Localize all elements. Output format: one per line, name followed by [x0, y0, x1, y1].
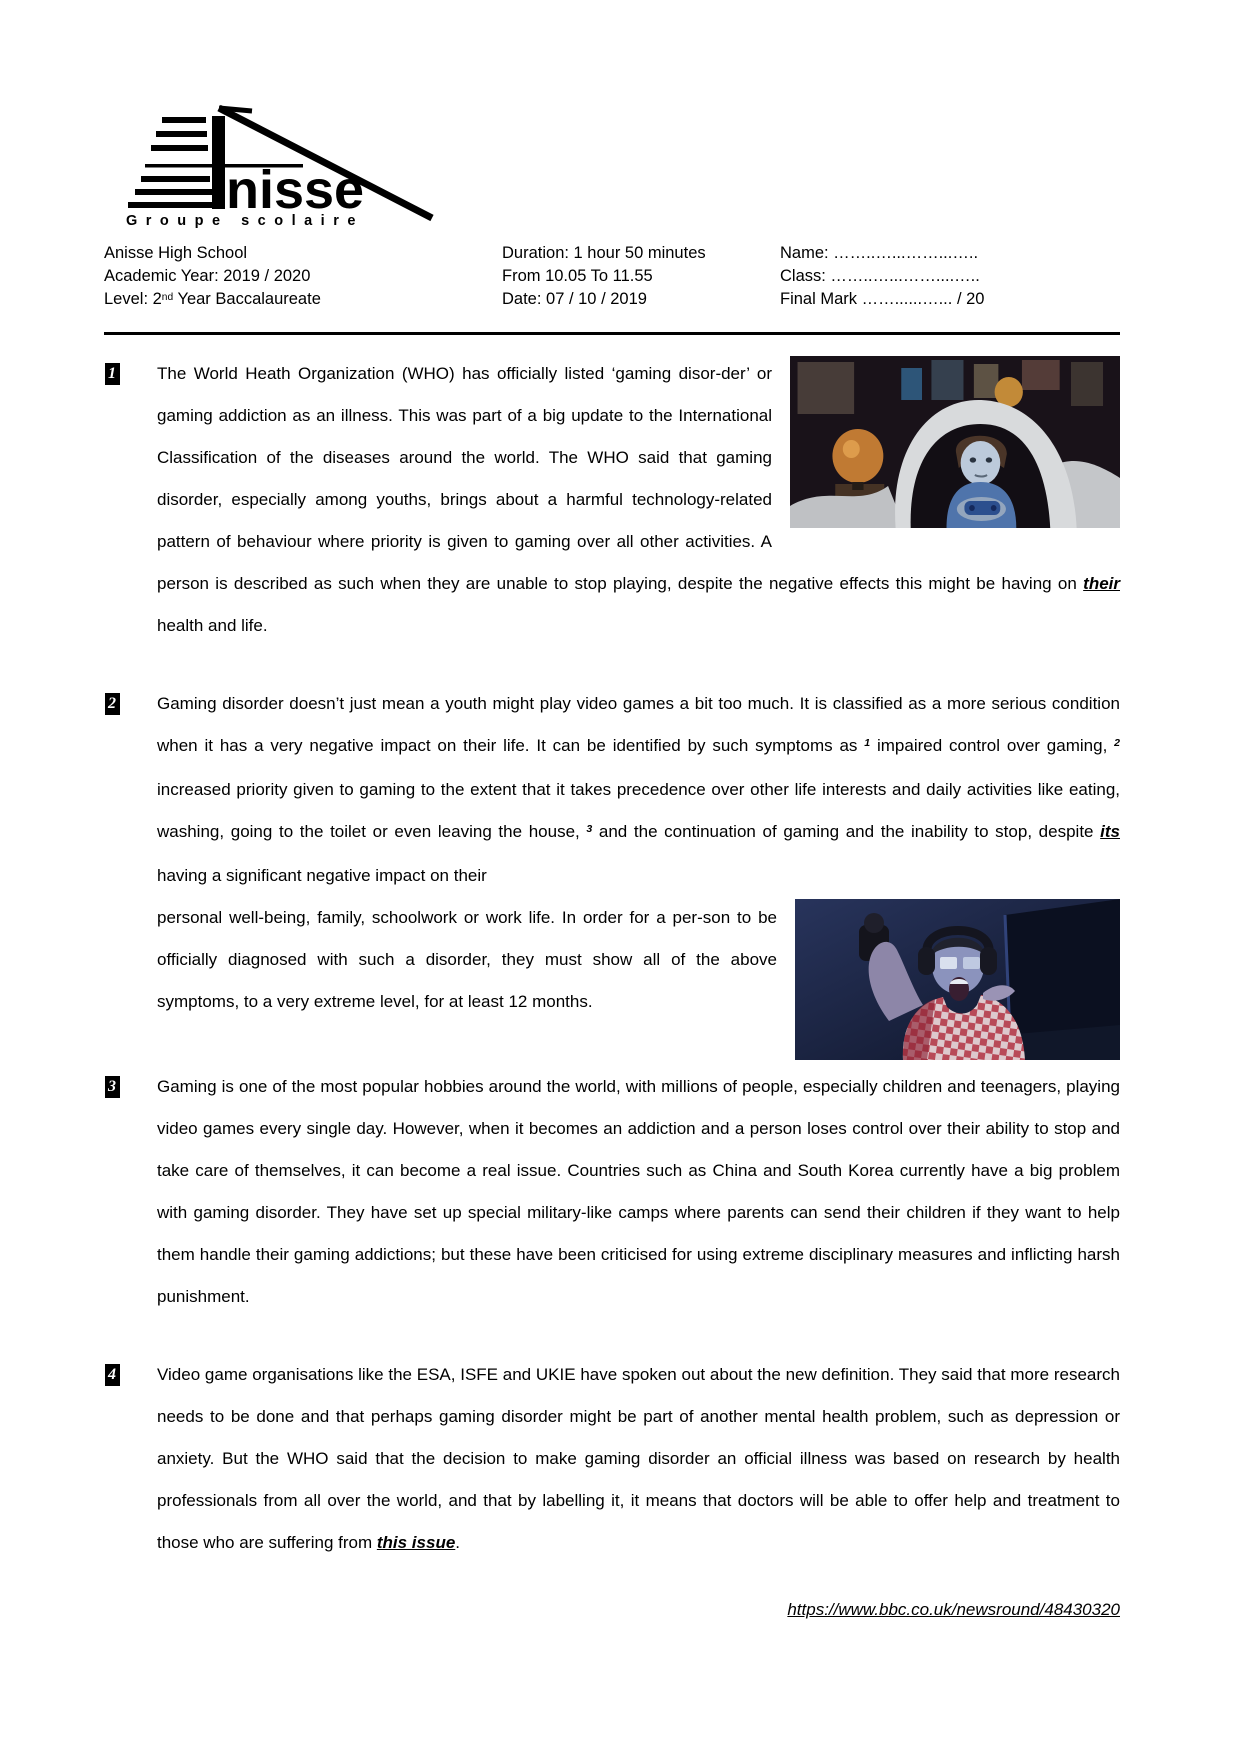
paragraph-3 [104, 1066, 1120, 1318]
paragraph-1 [104, 353, 1120, 647]
logo-brand-text: nisse [226, 160, 365, 220]
header-student-column [780, 242, 984, 311]
paragraph-4-number: 4 [105, 1364, 120, 1386]
exam-date: Date: 07 / 10 / 2019 [502, 290, 647, 308]
exam-time: From 10.05 To 11.55 [502, 267, 653, 285]
paragraph-2-continued-text: personal well-being, family, schoolwork or work life. In order for a per-son to be officially diagnosed with such a disorder, they must show all of the above symptoms, to a very extreme level, for at least 12 months. [157, 897, 1120, 1023]
photo-gamer-shouting-at-laptop-graphic [795, 899, 1120, 1060]
source-line [104, 1600, 1120, 1620]
paragraph-2-text: Gaming disorder doesn’t just mean a youth might play video games a bit too much. It is classified as a more serious condition when it has a very negative impact on their life. It can be identified by such symptoms as $^1$ impaired control over gaming, $^2$ increased priority given to gaming to the extent that it takes precedence over other life interests and daily activities like eating, washing, going to the toilet or even leaving the house, $^3$ and the continuation of gaming and the inability to stop, despite its having a significant negative impact on their [157, 694, 1120, 885]
student-name-field: Name: ……..…...……...….. [780, 244, 979, 262]
exam-header [104, 242, 1120, 316]
school-logo [124, 96, 444, 228]
source-url-link[interactable]: https://www.bbc.co.uk/newsround/48430320 [787, 1600, 1120, 1619]
student-class-field: Class: ……..…...……....….. [780, 267, 980, 285]
header-school-column [104, 242, 321, 313]
academic-year: Academic Year: 2019 / 2020 [104, 267, 311, 285]
header-divider-rule [104, 332, 1120, 335]
paragraph-4-text: Video game organisations like the ESA, ISFE and UKIE have spoken out about the new definition. They said that more research needs to be done and that perhaps gaming disorder might be part of another mental health problem, such as depression or anxiety. But the WHO said that the decision to make gaming disorder an official illness was based on research by health professionals from all over the world, and that by labelling it, it means that doctors will be able to offer help and treatment to those who are suffering from this issue. [157, 1365, 1120, 1552]
logo-tagline-text: Groupe scolaire [126, 213, 364, 228]
photo-gamer-shouting-at-laptop [795, 899, 1120, 1060]
reading-text [104, 353, 1120, 1620]
school-logo-graphic [124, 96, 440, 228]
photo-boy-gaming-under-duvet-graphic [790, 356, 1120, 528]
logo-triangle-top-edge [219, 108, 252, 111]
paragraph-1-number: 1 [105, 363, 120, 385]
paragraph-3-text: Gaming is one of the most popular hobbies around the world, with millions of people, especially children and teenagers, playing video games every single day. However, when it becomes an addiction and a person loses control over their ability to stop and take care of themselves, it can become a real issue. Countries such as China and South Korea currently have a big problem with gaming disorder. They have set up special military-like camps where parents can send their children if they want to help them handle their gaming addictions; but these have been criticised for using extreme disciplinary measures and inflicting harsh punishment. [157, 1077, 1120, 1306]
final-mark-field: Final Mark ……......…... / 20 [780, 290, 985, 308]
paragraph-2-number: 2 [105, 693, 120, 715]
paragraph-3-number: 3 [105, 1076, 120, 1098]
paragraph-2 [104, 683, 1120, 897]
photo-boy-gaming-under-duvet [790, 356, 1120, 528]
paragraph-4 [104, 1354, 1120, 1564]
level: Level: 2nd Year Baccalaureate [104, 290, 321, 308]
exam-duration: Duration: 1 hour 50 minutes [502, 244, 706, 262]
paragraph-1-text: The World Heath Organization (WHO) has officially listed ‘gaming disor-der’ or gaming addiction as an illness. This was part of a big update to the International Classification of the diseases around the world. The WHO said that gaming disorder, especially among youths, brings about a harmful technology-related pattern of behaviour where priority is given to gaming over all other activities. A person is described as such when they are unable to stop playing, despite the negative effects this might be having on their health and life. [157, 353, 1120, 647]
paragraph-2-continued [104, 897, 1120, 1023]
school-name: Anisse High School [104, 244, 248, 262]
header-exam-column [502, 242, 706, 311]
